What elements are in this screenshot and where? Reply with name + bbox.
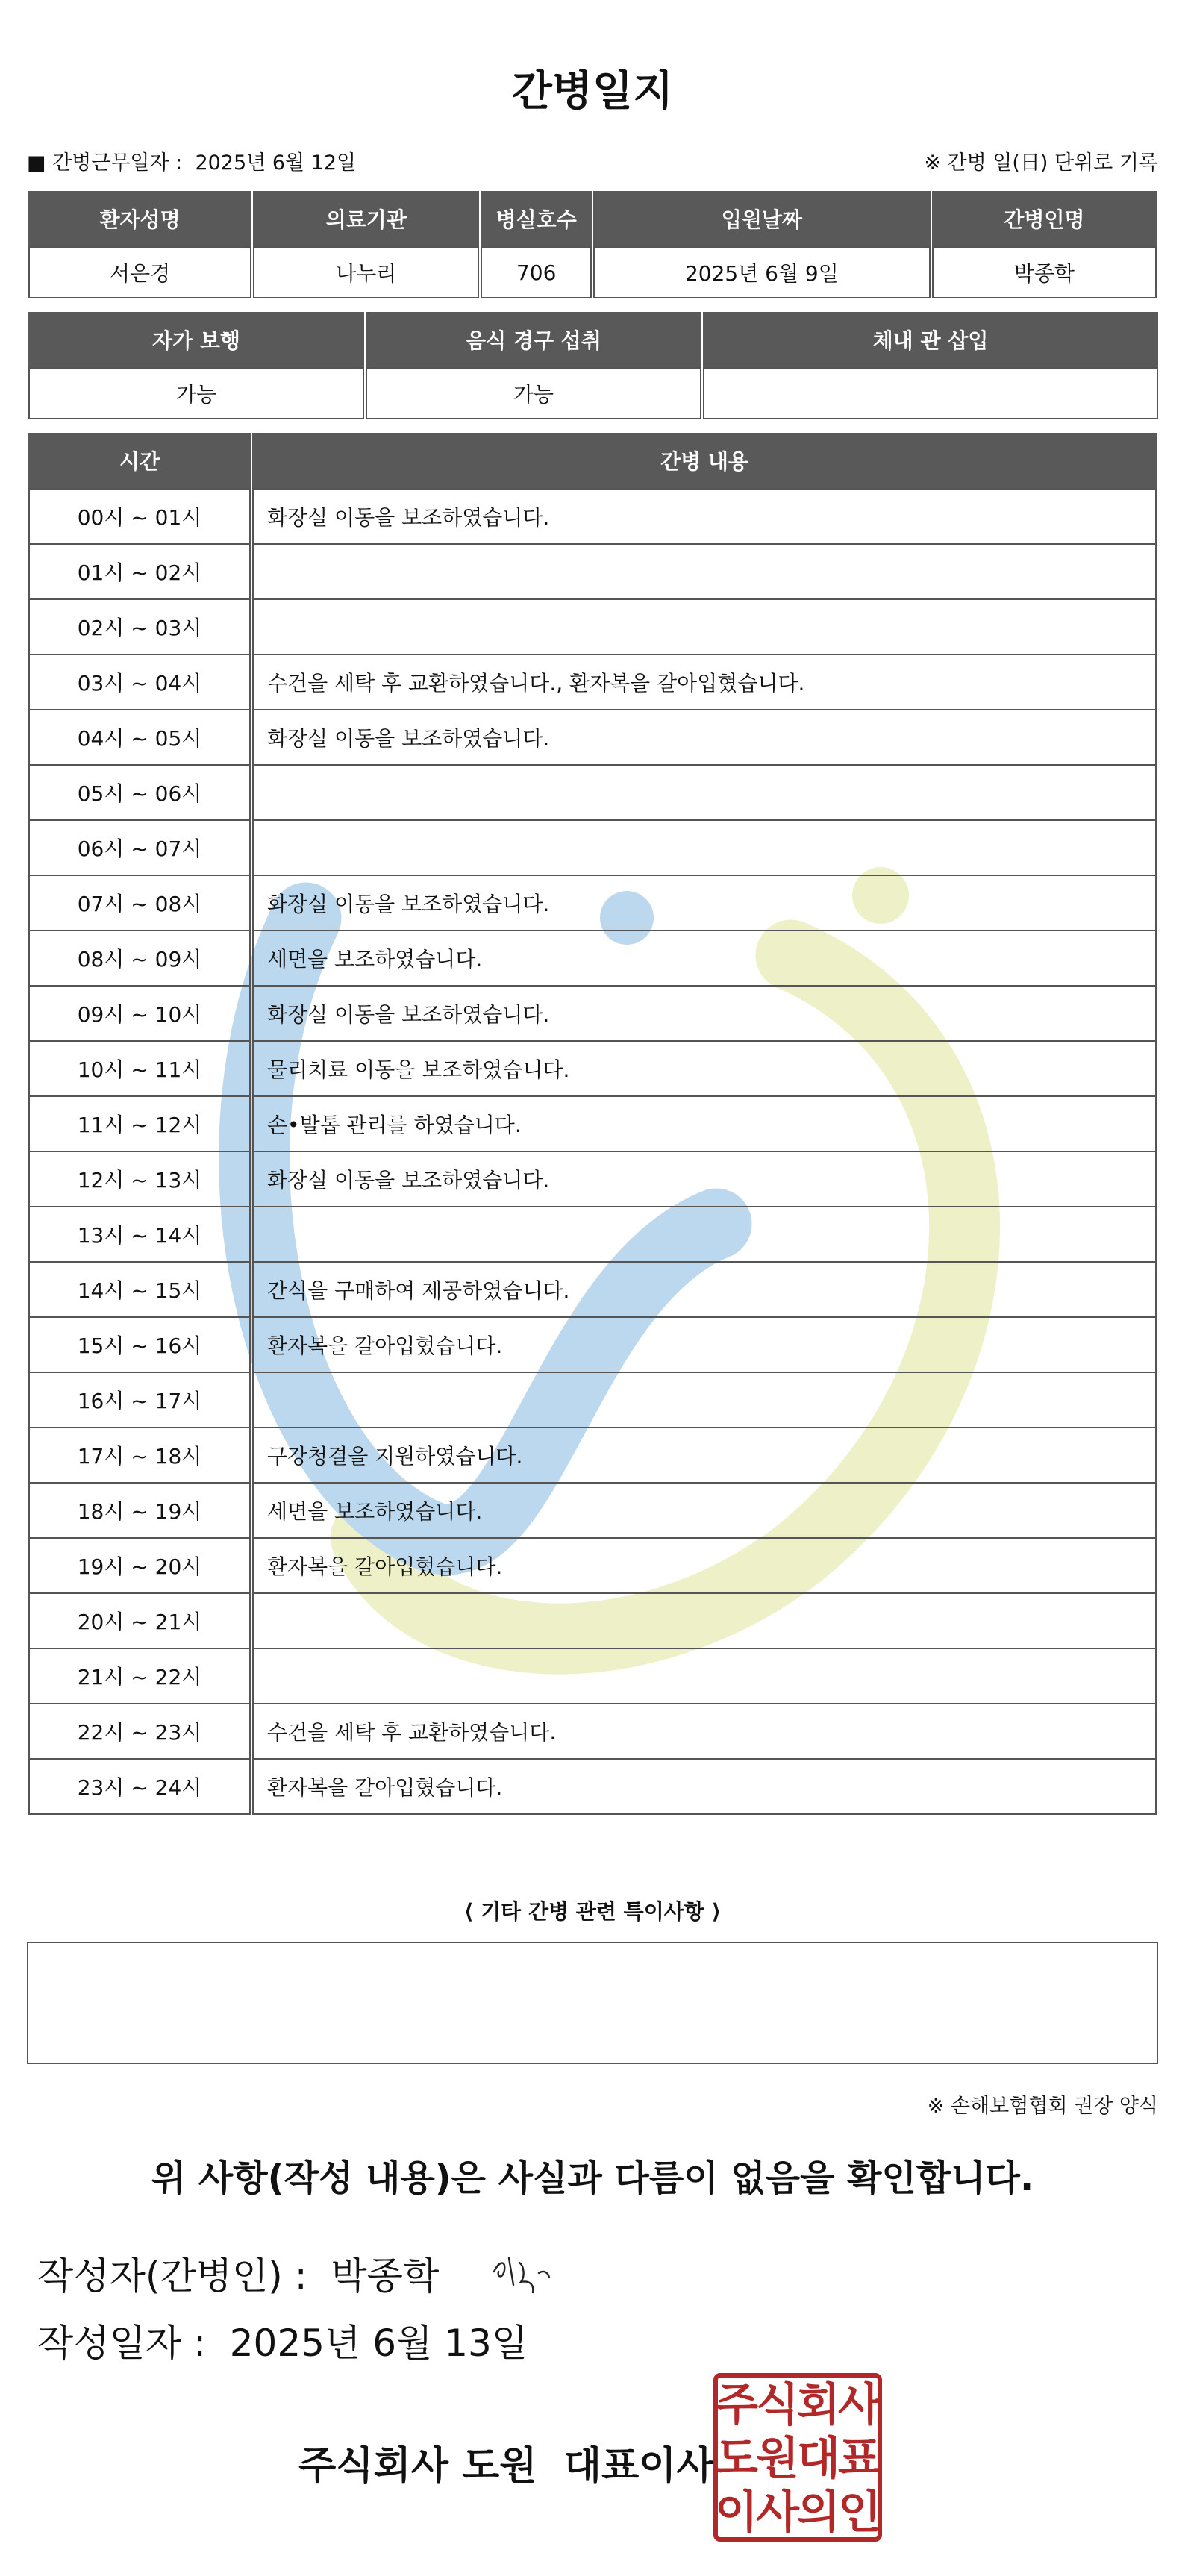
writer-label: 작성자(간병인) : bbox=[37, 2254, 307, 2298]
care-content: 화장실 이동을 보조하였습니다. bbox=[252, 1152, 1157, 1207]
care-log-table bbox=[27, 433, 1158, 1815]
care-log-row bbox=[28, 987, 1157, 1042]
patient-info-value-row bbox=[28, 246, 1157, 298]
time-slot: 18시 ~ 19시 bbox=[28, 1484, 251, 1539]
record-unit-note: ※ 간병 일(日) 단위로 기록 bbox=[924, 151, 1158, 175]
care-log-row bbox=[28, 821, 1157, 876]
seal-character: 이 bbox=[715, 2486, 758, 2539]
time-slot: 00시 ~ 01시 bbox=[28, 488, 251, 545]
care-content-header: 간병 내용 bbox=[252, 433, 1157, 488]
company-name: 주식회사 도원 bbox=[298, 2444, 537, 2489]
seal-character: 회 bbox=[797, 2379, 840, 2431]
confirmation-statement: 위 사항(작성 내용)은 사실과 다름이 없음을 확인합니다. bbox=[151, 2157, 1034, 2199]
time-slot: 08시 ~ 09시 bbox=[28, 931, 251, 987]
care-content: 환자복을 갈아입혔습니다. bbox=[252, 1318, 1157, 1373]
care-content: 화장실 이동을 보조하였습니다. bbox=[252, 987, 1157, 1042]
written-date-value: 2025년 6월 13일 bbox=[229, 2322, 528, 2365]
care-content: 손•발톱 관리를 하였습니다. bbox=[252, 1097, 1157, 1152]
seal-character: 사 bbox=[756, 2486, 799, 2539]
oral-intake-value: 가능 bbox=[366, 367, 701, 419]
tube-insertion-value bbox=[703, 367, 1158, 419]
writer-name: 박종학 bbox=[331, 2254, 440, 2298]
care-log-header-row bbox=[28, 433, 1157, 488]
seal-character: 식 bbox=[756, 2379, 799, 2431]
seal-character: 원 bbox=[756, 2433, 799, 2485]
time-slot: 15시 ~ 16시 bbox=[28, 1318, 251, 1373]
time-slot: 10시 ~ 11시 bbox=[28, 1042, 251, 1097]
patient-name-value: 서은경 bbox=[28, 246, 251, 298]
care-content: 환자복을 갈아입혔습니다. bbox=[252, 1760, 1157, 1815]
care-log-row bbox=[28, 1428, 1157, 1484]
patient-status-header-row bbox=[28, 312, 1158, 367]
care-content: 세면을 보조하였습니다. bbox=[252, 931, 1157, 987]
seal-character: 표 bbox=[838, 2433, 881, 2485]
time-slot: 05시 ~ 06시 bbox=[28, 766, 251, 821]
seal-character: 주 bbox=[715, 2379, 758, 2431]
care-log-row bbox=[28, 876, 1157, 931]
care-content bbox=[252, 766, 1157, 821]
patient-name-header: 환자성명 bbox=[28, 191, 251, 246]
time-slot: 16시 ~ 17시 bbox=[28, 1373, 251, 1428]
time-slot: 23시 ~ 24시 bbox=[28, 1760, 251, 1815]
document-title: 간병일지 bbox=[511, 67, 674, 116]
patient-status-table bbox=[27, 312, 1160, 419]
care-log-row bbox=[28, 1649, 1157, 1704]
seal-character: 사 bbox=[838, 2379, 881, 2431]
time-slot: 01시 ~ 02시 bbox=[28, 545, 251, 600]
caregiver-name-value: 박종학 bbox=[932, 246, 1157, 298]
admission-date-header: 입원날짜 bbox=[593, 191, 931, 246]
patient-info-table bbox=[27, 191, 1158, 298]
time-slot: 07시 ~ 08시 bbox=[28, 876, 251, 931]
writer-line bbox=[37, 2246, 439, 2300]
care-log-row bbox=[28, 1539, 1157, 1594]
care-log-body bbox=[28, 488, 1157, 1815]
care-log-row bbox=[28, 1263, 1157, 1318]
care-content: 화장실 이동을 보조하였습니다. bbox=[252, 710, 1157, 766]
care-content: 간식을 구매하여 제공하였습니다. bbox=[252, 1263, 1157, 1318]
time-header: 시간 bbox=[28, 433, 251, 488]
care-log-row bbox=[28, 488, 1157, 545]
care-content: 환자복을 갈아입혔습니다. bbox=[252, 1539, 1157, 1594]
time-slot: 02시 ~ 03시 bbox=[28, 600, 251, 655]
care-log-row bbox=[28, 1097, 1157, 1152]
care-log-row bbox=[28, 1207, 1157, 1263]
care-content bbox=[252, 1373, 1157, 1428]
care-log-row bbox=[28, 710, 1157, 766]
care-content bbox=[252, 545, 1157, 600]
care-log-row bbox=[28, 1373, 1157, 1428]
admission-date-value: 2025년 6월 9일 bbox=[593, 246, 931, 298]
care-log-row bbox=[28, 1152, 1157, 1207]
notes-title: ⟨ 기타 간병 관련 특이사항 ⟩ bbox=[463, 1899, 722, 1924]
time-slot: 12시 ~ 13시 bbox=[28, 1152, 251, 1207]
care-content: 수건을 세탁 후 교환하였습니다., 환자복을 갈아입혔습니다. bbox=[252, 655, 1157, 710]
oral-intake-header: 음식 경구 섭취 bbox=[366, 312, 701, 367]
care-log-row bbox=[28, 1484, 1157, 1539]
special-notes-box bbox=[27, 1942, 1158, 2064]
caregiver-name-header: 간병인명 bbox=[932, 191, 1157, 246]
time-slot: 13시 ~ 14시 bbox=[28, 1207, 251, 1263]
room-number-header: 병실호수 bbox=[481, 191, 592, 246]
work-date-value: 2025년 6월 12일 bbox=[195, 151, 357, 175]
seal-character: 대 bbox=[797, 2433, 840, 2485]
care-content: 화장실 이동을 보조하였습니다. bbox=[252, 488, 1157, 545]
seal-character: 인 bbox=[838, 2486, 881, 2539]
company-line bbox=[298, 2434, 714, 2490]
seal-character: 도 bbox=[715, 2433, 758, 2485]
care-log-row bbox=[28, 655, 1157, 710]
time-slot: 19시 ~ 20시 bbox=[28, 1539, 251, 1594]
care-content bbox=[252, 821, 1157, 876]
handwritten-signature bbox=[490, 2243, 564, 2303]
care-content bbox=[252, 1207, 1157, 1263]
self-walking-value: 가능 bbox=[28, 367, 364, 419]
time-slot: 09시 ~ 10시 bbox=[28, 987, 251, 1042]
care-content: 구강청결을 지원하였습니다. bbox=[252, 1428, 1157, 1484]
time-slot: 11시 ~ 12시 bbox=[28, 1097, 251, 1152]
room-number-value: 706 bbox=[481, 246, 592, 298]
time-slot: 17시 ~ 18시 bbox=[28, 1428, 251, 1484]
care-log-row bbox=[28, 766, 1157, 821]
care-content: 수건을 세탁 후 교환하였습니다. bbox=[252, 1704, 1157, 1760]
time-slot: 03시 ~ 04시 bbox=[28, 655, 251, 710]
company-seal bbox=[713, 2373, 882, 2542]
care-content: 물리치료 이동을 보조하였습니다. bbox=[252, 1042, 1157, 1097]
care-log-row bbox=[28, 600, 1157, 655]
association-note: ※ 손해보험협회 권장 양식 bbox=[927, 2095, 1158, 2118]
representative-title: 대표이사 bbox=[563, 2444, 714, 2489]
written-date-line bbox=[37, 2313, 528, 2367]
care-content: 화장실 이동을 보조하였습니다. bbox=[252, 876, 1157, 931]
work-date bbox=[27, 146, 356, 175]
seal-character: 의 bbox=[797, 2486, 840, 2539]
patient-info-header-row bbox=[28, 191, 1157, 246]
care-log-row bbox=[28, 1760, 1157, 1815]
time-slot: 20시 ~ 21시 bbox=[28, 1594, 251, 1649]
tube-insertion-header: 체내 관 삽입 bbox=[703, 312, 1158, 367]
work-date-label: ■ 간병근무일자 : bbox=[27, 151, 183, 175]
hospital-value: 나누리 bbox=[253, 246, 479, 298]
care-log-row bbox=[28, 1594, 1157, 1649]
self-walking-header: 자가 보행 bbox=[28, 312, 364, 367]
care-content bbox=[252, 600, 1157, 655]
written-date-label: 작성일자 : bbox=[37, 2322, 206, 2365]
time-slot: 22시 ~ 23시 bbox=[28, 1704, 251, 1760]
care-log-row bbox=[28, 931, 1157, 987]
patient-status-value-row bbox=[28, 367, 1158, 419]
time-slot: 21시 ~ 22시 bbox=[28, 1649, 251, 1704]
care-content bbox=[252, 1649, 1157, 1704]
time-slot: 06시 ~ 07시 bbox=[28, 821, 251, 876]
care-content: 세면을 보조하였습니다. bbox=[252, 1484, 1157, 1539]
care-log-row bbox=[28, 545, 1157, 600]
care-log-row bbox=[28, 1042, 1157, 1097]
time-slot: 14시 ~ 15시 bbox=[28, 1263, 251, 1318]
care-log-row bbox=[28, 1318, 1157, 1373]
care-content bbox=[252, 1594, 1157, 1649]
care-log-row bbox=[28, 1704, 1157, 1760]
hospital-header: 의료기관 bbox=[253, 191, 479, 246]
time-slot: 04시 ~ 05시 bbox=[28, 710, 251, 766]
